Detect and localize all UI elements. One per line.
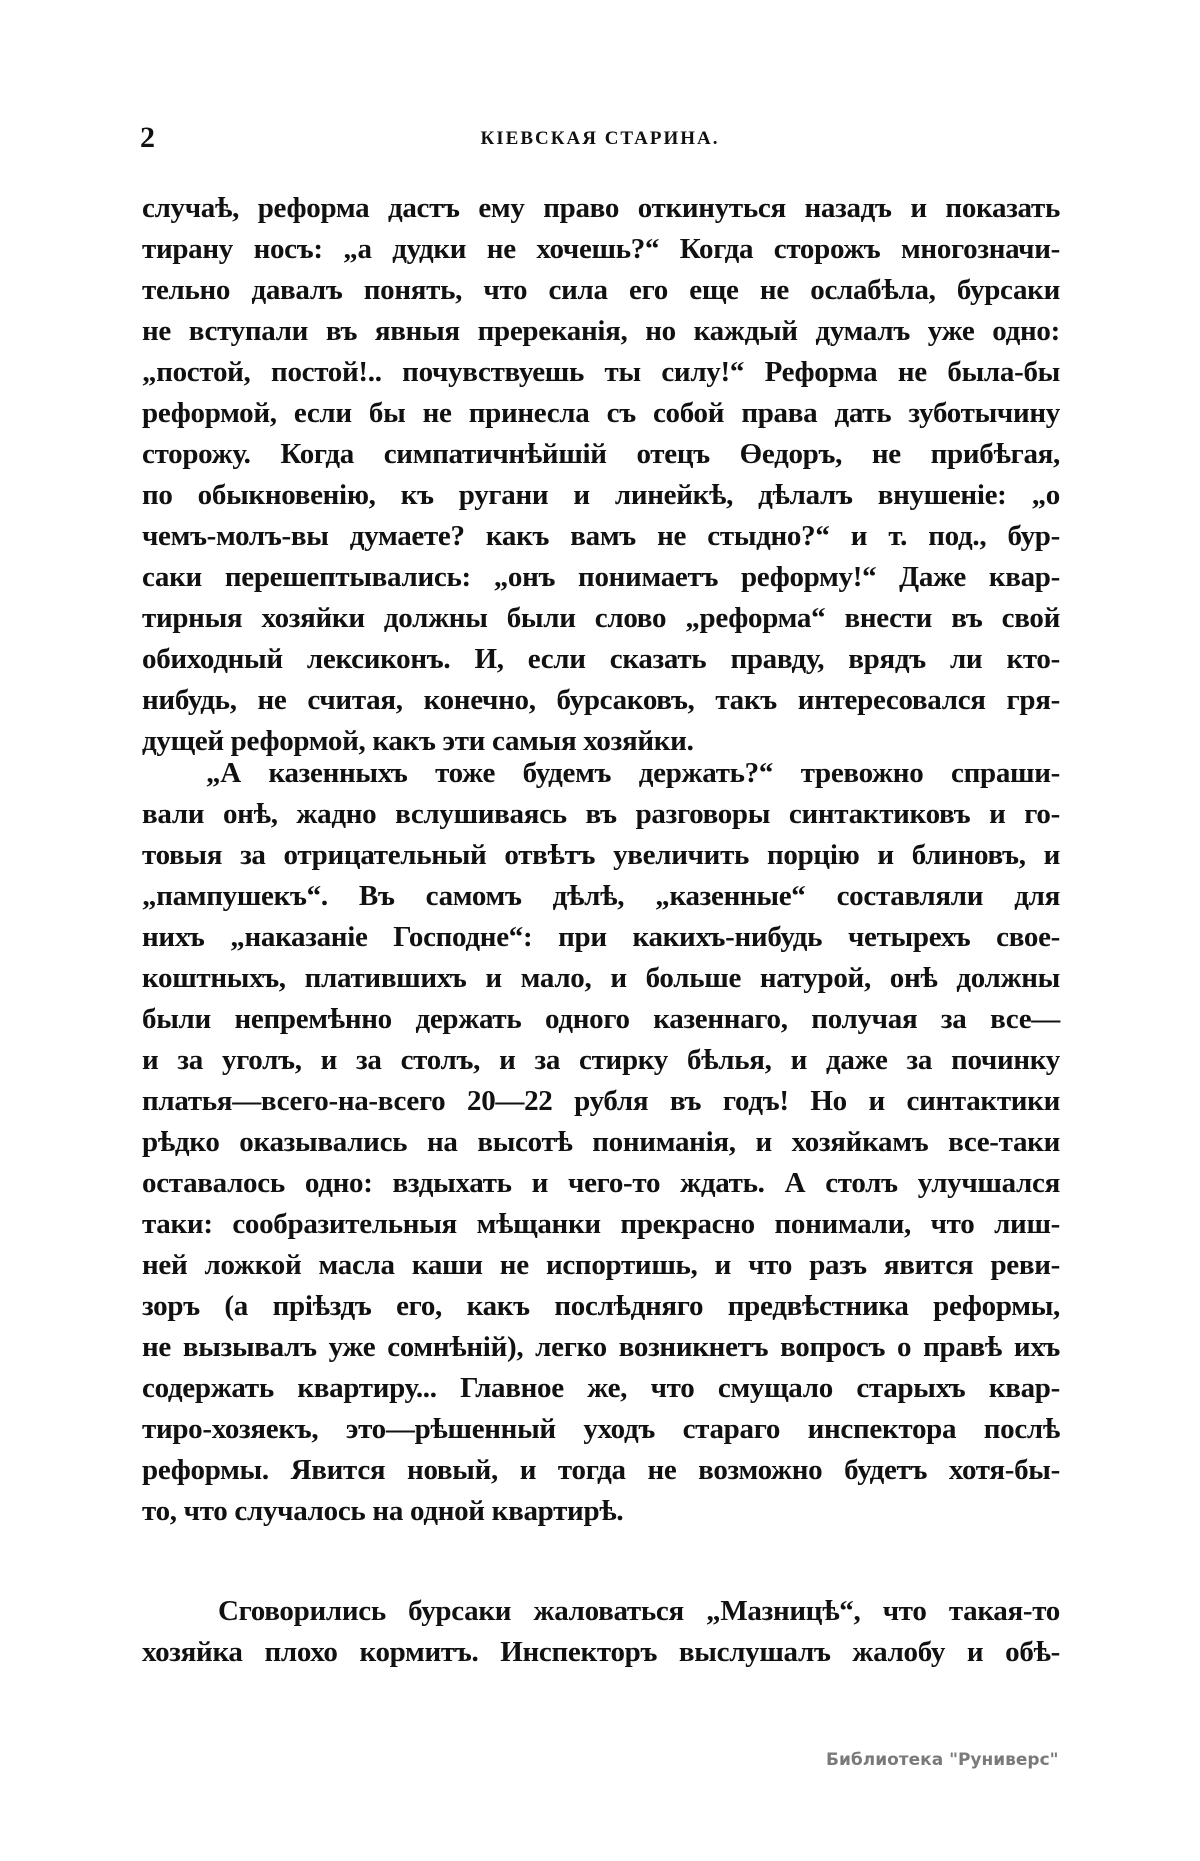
text-line: нибудь, не считая, конечно, бурсаковъ, такъ интересовался гря- [142, 684, 1060, 716]
text-line: тиро-хозяекъ, это—рѣшенный уходъ стараго инспектора послѣ [142, 1413, 1060, 1445]
running-title: КІЕВСКАЯ СТАРИНА. [480, 128, 720, 149]
text-line: рѣдко оказывались на высотѣ пониманія, и хозяйкамъ все-таки [142, 1126, 1060, 1158]
text-line: таки: сообразительныя мѣщанки прекрасно понимали, что лиш- [142, 1208, 1060, 1240]
text-line: чемъ-молъ-вы думаете? какъ вамъ не стыдно?“ и т. под., бур- [142, 520, 1060, 552]
paragraph-1 [142, 188, 1060, 762]
text-line: не вызывалъ уже сомнѣній), легко возникнетъ вопросъ о правѣ ихъ [142, 1331, 1060, 1363]
text-line: платья—всего-на-всего 20—22 рубля въ годъ! Но и синтактики [142, 1085, 1060, 1117]
text-line: реформы. Явится новый, и тогда не возможно будетъ хотя-бы- [142, 1454, 1060, 1486]
text-line: оставалось одно: вздыхать и чего-то ждать. А столъ улучшался [142, 1167, 1060, 1199]
paragraph-2 [142, 753, 1060, 1532]
text-line: не вступали въ явныя пререканія, но каждый думалъ уже одно: [142, 315, 1060, 347]
text-line: тирныя хозяйки должны были слово „реформа“ внести въ свой [142, 602, 1060, 634]
text-line: хозяйка плохо кормитъ. Инспекторъ выслушалъ жалобу и обѣ- [142, 1636, 1060, 1668]
text-line: сторожу. Когда симпатичнѣйшій отецъ Өедоръ, не прибѣгая, [142, 438, 1060, 470]
text-line: то, что случалось на одной квартирѣ. [142, 1495, 624, 1527]
text-line: реформой, если бы не принесла съ собой права дать зуботычину [142, 397, 1060, 429]
text-line: содержать квартиру... Главное же, что смущало старыхъ квар- [142, 1372, 1060, 1404]
text-line: были непремѣнно держать одного казеннаго, получая за все— [142, 1003, 1060, 1035]
text-line: „пампушекъ“. Въ самомъ дѣлѣ, „казенные“ составляли для [142, 880, 1060, 912]
text-line: нихъ „наказаніе Господне“: при какихъ-нибудь четырехъ свое- [142, 921, 1060, 953]
library-watermark: Библиотека "Руниверс" [826, 1750, 1059, 1770]
text-line: по обыкновенію, къ ругани и линейкѣ, дѣлалъ внушеніе: „о [142, 479, 1060, 511]
paragraph-3 [142, 1591, 1060, 1673]
text-line: саки перешептывались: „онъ понимаетъ реформу!“ Даже квар- [142, 561, 1060, 593]
text-line: и за уголъ, и за столъ, и за стирку бѣлья, и даже за починку [142, 1044, 1060, 1076]
text-line: вали онѣ, жадно вслушиваясь въ разговоры синтактиковъ и го- [142, 798, 1060, 830]
text-line: товыя за отрицательный отвѣтъ увеличить порцію и блиновъ, и [142, 839, 1060, 871]
text-line: обиходный лексиконъ. И, если сказать правду, врядъ ли кто- [142, 643, 1060, 675]
text-line: тирану носъ: „а дудки не хочешь?“ Когда сторожъ многозначи- [142, 233, 1060, 265]
text-line: „А казенныхъ тоже будемъ держать?“ тревожно спраши- [206, 757, 1060, 789]
text-line: ней ложкой масла каши не испортишь, и что разъ явится реви- [142, 1249, 1060, 1281]
text-line: случаѣ, реформа дастъ ему право откинуться назадъ и показать [142, 192, 1060, 224]
text-line: Сговорились бурсаки жаловаться „Мазницѣ“, что такая-то [218, 1595, 1060, 1627]
text-line: „постой, постой!.. почувствуешь ты силу!“ Реформа не была-бы [142, 356, 1060, 388]
text-line: дущей реформой, какъ эти самыя хозяйки. [142, 725, 694, 757]
page-number: 2 [140, 121, 155, 154]
text-line: зоръ (а пріѣздъ его, какъ послѣдняго предвѣстника реформы, [142, 1290, 1060, 1322]
text-line: коштныхъ, платившихъ и мало, и больше натурой, онѣ должны [142, 962, 1060, 994]
text-line: тельно давалъ понять, что сила его еще не ослабѣла, бурсаки [142, 274, 1060, 306]
